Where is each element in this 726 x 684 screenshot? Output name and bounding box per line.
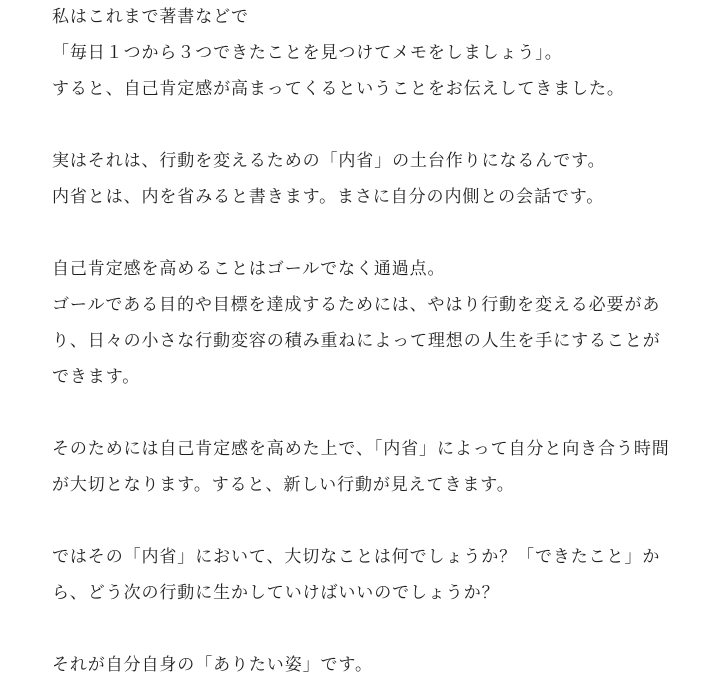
text-line: ら、どう次の行動に生かしていけばいいのでしょうか？ [52, 583, 500, 603]
text-line: 私はこれまで著書などで [52, 7, 249, 27]
text-line: が大切となります。すると、新しい行動が見えてきます。 [52, 475, 515, 495]
text-line: すると、自己肯定感が高まってくるということをお伝えしてきました。 [52, 79, 625, 99]
text-line: そのためには自己肯定感を高めた上で、「内省」によって自分と向き合う時間 [52, 439, 670, 459]
text-line: できます。 [52, 367, 141, 387]
text-line: ではその「内省」において、大切なことは何でしょうか？「できたこと」か [52, 547, 661, 567]
text-line: 内省とは、内を省みると書きます。まさに自分の内側との会話です。 [52, 187, 605, 207]
text-line: それが自分自身の「ありたい姿」です。 [52, 655, 373, 675]
text-line: 実はそれは、行動を変えるための「内省」の土台作りになるんです。 [52, 151, 606, 171]
text-line: 自己肯定感を高めることはゴールでなく通過点。 [52, 259, 446, 279]
text-line: 「毎日１つから３つできたことを見つけてメモをしましょう」。 [52, 43, 563, 63]
text-line: ゴールである目的や目標を達成するためには、やはり行動を変える必要があ [52, 295, 661, 315]
text-line: り、日々の小さな行動変容の積み重ねによって理想の人生を手にすることが [52, 331, 661, 351]
